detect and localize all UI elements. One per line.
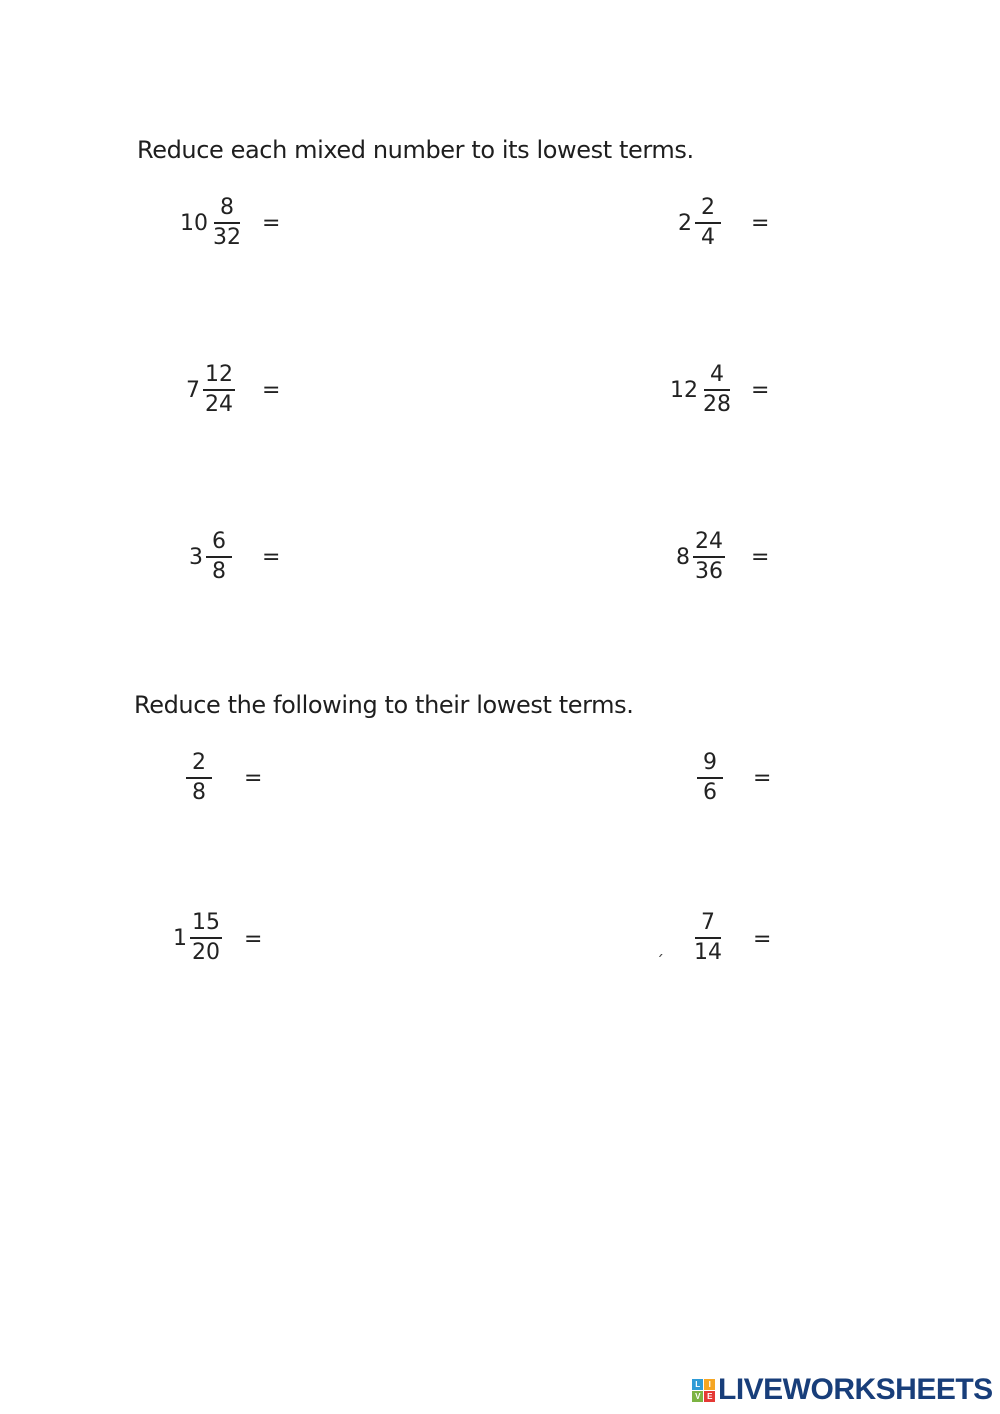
equals-sign: = [262, 211, 281, 236]
fraction [697, 752, 723, 804]
denominator: 24 [205, 392, 233, 417]
numerator: 6 [206, 531, 232, 558]
problem-1-2 [678, 197, 721, 249]
whole-number: 8 [676, 544, 690, 570]
fraction [203, 364, 235, 416]
whole-number: 2 [678, 210, 692, 236]
equals-sign: = [244, 927, 263, 952]
stray-mark: ˏ [656, 938, 664, 957]
denominator: 20 [192, 940, 220, 965]
equals-sign: = [244, 766, 263, 791]
whole-number: 10 [180, 210, 208, 236]
equals-sign: = [262, 545, 281, 570]
problem-1-4 [670, 364, 733, 416]
denominator: 8 [212, 559, 226, 584]
problem-1-5 [189, 531, 232, 583]
fraction [692, 912, 724, 964]
problem-1-3 [186, 364, 235, 416]
fraction [190, 912, 222, 964]
denominator: 36 [695, 559, 723, 584]
numerator: 15 [190, 912, 222, 939]
logo-text: LIVEWORKSHEETS [718, 1373, 993, 1406]
denominator: 32 [213, 225, 241, 250]
logo-grid-icon [692, 1379, 715, 1402]
numerator: 2 [695, 197, 721, 224]
problem-2-1 [186, 752, 212, 804]
numerator: 4 [704, 364, 730, 391]
denominator: 6 [703, 780, 717, 805]
fraction [695, 197, 721, 249]
numerator: 2 [186, 752, 212, 779]
equals-sign: = [751, 211, 770, 236]
equals-sign: = [751, 545, 770, 570]
problem-2-2 [697, 752, 723, 804]
fraction [206, 531, 232, 583]
fraction [211, 197, 243, 249]
numerator: 24 [693, 531, 725, 558]
problem-1-1 [180, 197, 243, 249]
numerator: 12 [203, 364, 235, 391]
section2-heading: Reduce the following to their lowest terms. [134, 691, 634, 719]
whole-number: 7 [186, 377, 200, 403]
fraction [693, 531, 725, 583]
problem-2-3 [173, 912, 222, 964]
equals-sign: = [751, 378, 770, 403]
numerator: 8 [214, 197, 240, 224]
problem-2-4 [692, 912, 724, 964]
logo-tile: E [704, 1391, 715, 1402]
logo-tile: I [704, 1379, 715, 1390]
whole-number: 12 [670, 377, 698, 403]
numerator: 7 [695, 912, 721, 939]
logo-tile: V [692, 1391, 703, 1402]
denominator: 8 [192, 780, 206, 805]
equals-sign: = [753, 927, 772, 952]
liveworksheets-logo [692, 1373, 993, 1407]
denominator: 28 [703, 392, 731, 417]
problem-1-6 [676, 531, 725, 583]
whole-number: 3 [189, 544, 203, 570]
section1-heading: Reduce each mixed number to its lowest terms. [137, 136, 694, 164]
fraction [701, 364, 733, 416]
logo-tile: L [692, 1379, 703, 1390]
denominator: 14 [694, 940, 722, 965]
denominator: 4 [701, 225, 715, 250]
numerator: 9 [697, 752, 723, 779]
whole-number: 1 [173, 925, 187, 951]
fraction [186, 752, 212, 804]
equals-sign: = [753, 766, 772, 791]
equals-sign: = [262, 378, 281, 403]
